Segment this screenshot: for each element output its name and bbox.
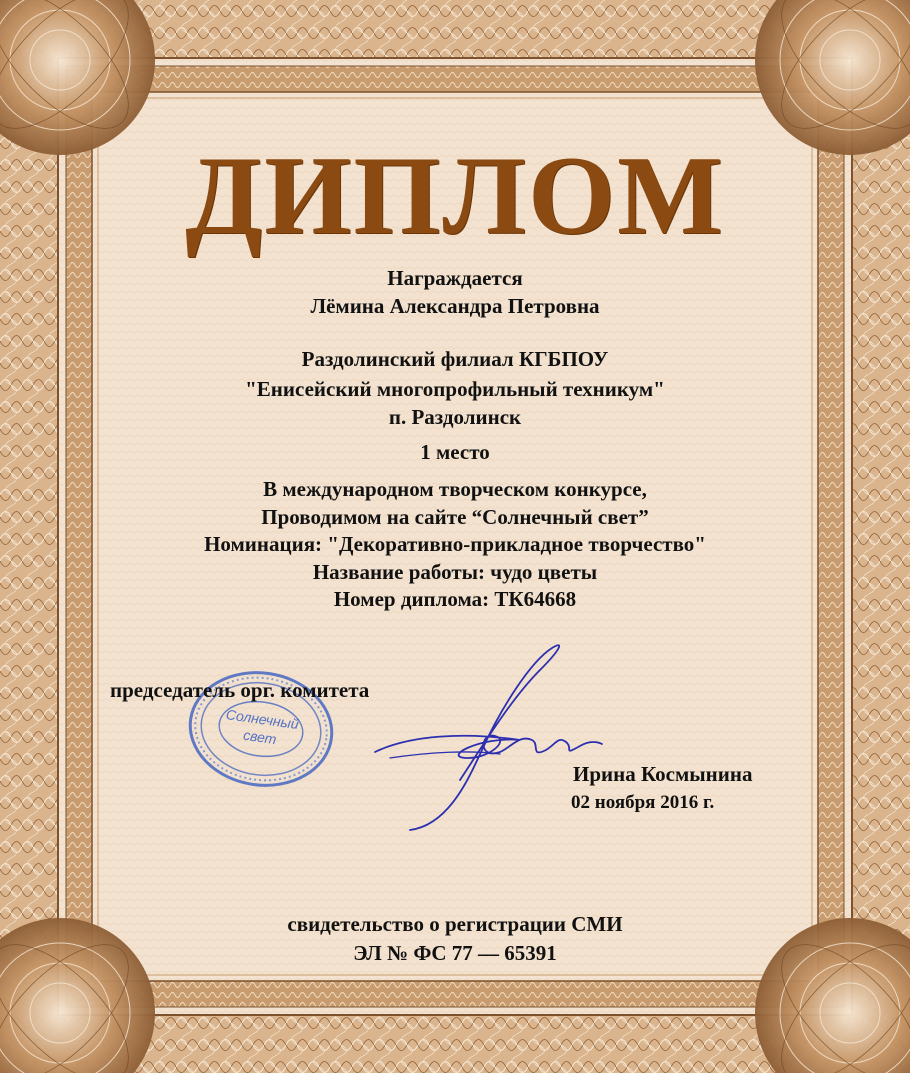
institution-line: п. Раздолинск [388,405,522,429]
seal-text: Солнечный [225,706,300,733]
issue-date: 02 ноября 2016 г. [571,792,715,813]
detail-line: Номер диплома: ТК64668 [333,587,577,611]
detail-line: Номинация: "Декоративно-прикладное творчество" [204,532,706,556]
seal-text: свет [242,726,278,748]
awarded-label: Награждается [387,266,523,290]
diploma-title: ДИПЛОМ [185,134,725,258]
institution-line: Раздолинский филиал КГБПОУ [301,347,609,371]
detail-line: В международном творческом конкурсе, [263,477,647,501]
detail-line: Название работы: чудо цветы [312,560,598,584]
recipient-name: Лёмина Александра Петровна [310,294,600,318]
chair-label: председатель орг. комитета [110,678,370,702]
place-text: 1 место [420,440,490,464]
registration-line: ЭЛ № ФС 77 — 65391 [353,941,557,965]
institution-line: "Енисейский многопрофильный техникум" [245,377,665,401]
detail-line: Проводимом на сайте “Солнечный свет” [261,505,649,529]
registration-line: свидетельство о регистрации СМИ [287,912,623,936]
signer-name: Ирина Космынина [573,762,753,786]
